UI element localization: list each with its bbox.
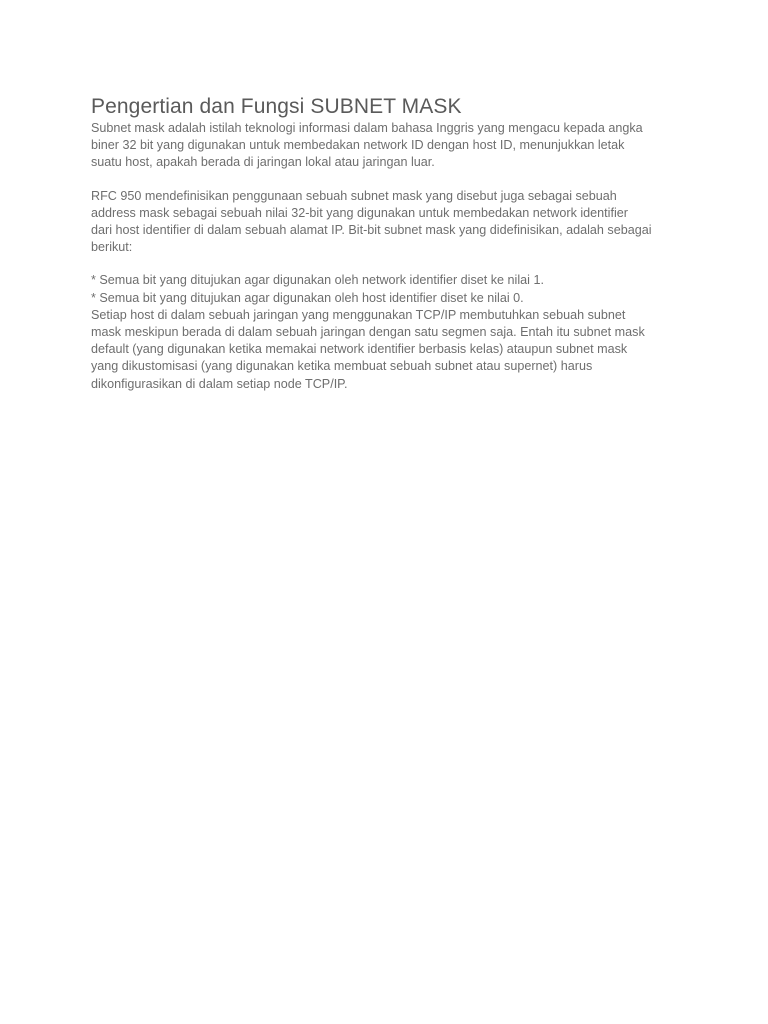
text-line: dari host identifier di dalam sebuah alamat IP. Bit-bit subnet mask yang didefinisikan, adalah sebagai bbox=[91, 223, 652, 238]
text-line: RFC 950 mendefinisikan penggunaan sebuah subnet mask yang disebut juga sebagai sebuah bbox=[91, 188, 617, 203]
text-line: address mask sebagai sebuah nilai 32-bit yang digunakan untuk membedakan network identifier bbox=[91, 205, 628, 220]
paragraph-spacer bbox=[91, 256, 691, 272]
page-title: Pengertian dan Fungsi SUBNET MASK bbox=[91, 95, 462, 118]
text-line: yang dikustomisasi (yang digunakan ketika membuat sebuah subnet atau supernet) harus bbox=[91, 359, 593, 374]
bullet-line: * Semua bit yang ditujukan agar digunakan oleh host identifier diset ke nilai 0. bbox=[91, 290, 524, 305]
paragraph-intro bbox=[91, 120, 691, 172]
paragraph-rfc950 bbox=[91, 188, 691, 257]
document-content bbox=[91, 94, 691, 393]
text-line: default (yang digunakan ketika memakai network identifier berbasis kelas) ataupun subnet mask bbox=[91, 342, 628, 357]
text-line: mask meskipun berada di dalam sebuah jaringan dengan satu segmen saja. Entah itu subnet mask bbox=[91, 325, 645, 340]
paragraph-spacer bbox=[91, 172, 691, 188]
text-line: Subnet mask adalah istilah teknologi informasi dalam bahasa Inggris yang mengacu kepada angka bbox=[91, 121, 643, 135]
text-line: biner 32 bit yang digunakan untuk membedakan network ID dengan host ID, menunjukkan letak bbox=[91, 138, 625, 153]
text-line: dikonfigurasikan di dalam setiap node TCP/IP. bbox=[91, 376, 348, 391]
paragraph-bits bbox=[91, 272, 691, 392]
bullet-line: * Semua bit yang ditujukan agar digunakan oleh network identifier diset ke nilai 1. bbox=[91, 273, 544, 288]
text-line: suatu host, apakah berada di jaringan lokal atau jaringan luar. bbox=[91, 155, 435, 170]
text-line: Setiap host di dalam sebuah jaringan yang menggunakan TCP/IP membutuhkan sebuah subnet bbox=[91, 307, 626, 322]
text-line: berikut: bbox=[91, 240, 133, 255]
